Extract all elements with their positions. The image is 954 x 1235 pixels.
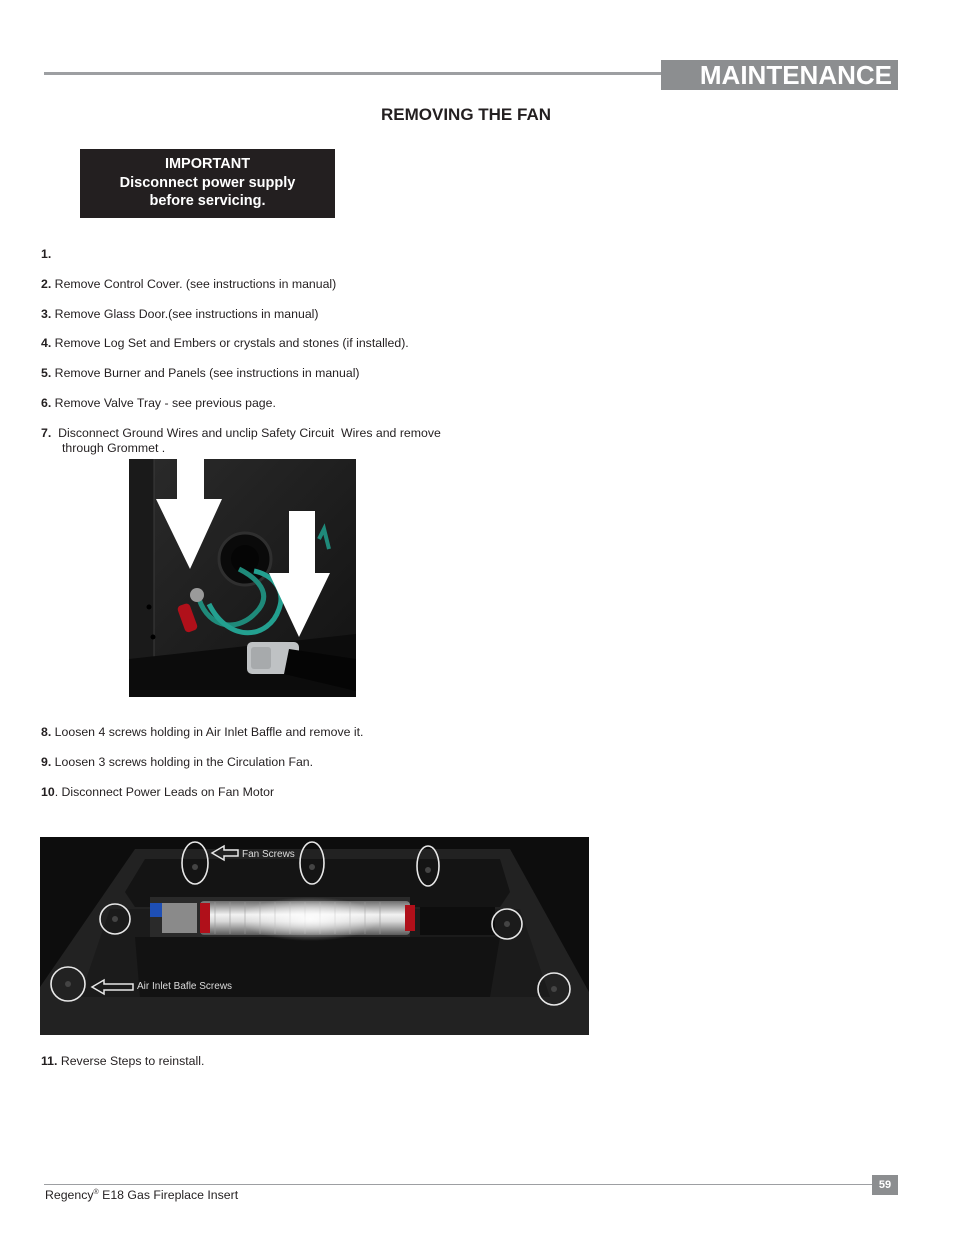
step-5 — [41, 366, 360, 381]
fan-screws-photo — [40, 837, 589, 1035]
page-number: 59 — [872, 1175, 898, 1195]
step-7 — [41, 426, 441, 456]
step-number: 8. — [41, 725, 52, 739]
important-notice — [80, 149, 335, 218]
important-line-2: Disconnect power supply — [119, 174, 296, 191]
step-9 — [41, 755, 313, 770]
step-number: 7. — [41, 426, 52, 440]
important-line-3: before servicing. — [149, 193, 266, 209]
step-text: Remove Burner and Panels (see instructions in manual) — [51, 366, 360, 380]
registered-mark: ® — [93, 1188, 99, 1196]
step-text: Loosen 3 screws holding in the Circulation Fan. — [51, 755, 314, 769]
step-text: Loosen 4 screws holding in Air Inlet Baffle and remove it. — [51, 725, 364, 739]
step-text: Remove Glass Door.(see instructions in manual) — [51, 307, 319, 321]
step-number: 6. — [41, 396, 52, 410]
step-text: Remove Valve Tray - see previous page. — [51, 396, 276, 410]
footer-rule — [44, 1184, 872, 1185]
fan-screws-callout: Fan Screws — [242, 849, 295, 860]
step-number: 11. — [41, 1054, 58, 1068]
step-text: Remove Log Set and Embers or crystals and stones (if installed). — [51, 336, 409, 350]
step-3 — [41, 307, 319, 322]
step-number: 10 — [41, 785, 55, 799]
step-number: 3. — [41, 307, 52, 321]
fan-screws-illustration — [40, 837, 589, 1035]
step-text: . Disconnect Power Leads on Fan Motor — [54, 785, 275, 799]
step-6 — [41, 396, 276, 411]
step-10 — [41, 785, 274, 800]
section-header: MAINTENANCE — [661, 60, 898, 90]
footer-product-name: E18 Gas Fireplace Insert — [98, 1188, 239, 1202]
step-8 — [41, 725, 363, 740]
step-1 — [41, 247, 51, 262]
step-number: 1. — [41, 247, 52, 261]
page-title: REMOVING THE FAN — [380, 105, 551, 124]
step-4 — [41, 336, 409, 351]
step-text: Disconnect Ground Wires and unclip Safety Circuit Wires and remove — [51, 426, 441, 440]
step-number: 5. — [41, 366, 52, 380]
step-text-continued: through Grommet . — [62, 441, 166, 455]
step-number: 4. — [41, 336, 52, 350]
footer-product — [45, 1188, 238, 1202]
step-text: Remove Control Cover. (see instructions in manual) — [51, 277, 337, 291]
grommet-wires-photo — [129, 459, 356, 697]
footer-brand: Regency — [45, 1188, 94, 1202]
step-text: Reverse Steps to reinstall. — [57, 1054, 205, 1068]
step-number: 9. — [41, 755, 52, 769]
step-11 — [41, 1054, 204, 1069]
grommet-wires-illustration — [129, 459, 356, 697]
step-number: 2. — [41, 277, 52, 291]
important-heading: IMPORTANT — [164, 156, 251, 172]
header-rule — [44, 72, 662, 75]
baffle-screws-callout: Air Inlet Bafle Screws — [137, 981, 233, 992]
step-2 — [41, 277, 336, 292]
